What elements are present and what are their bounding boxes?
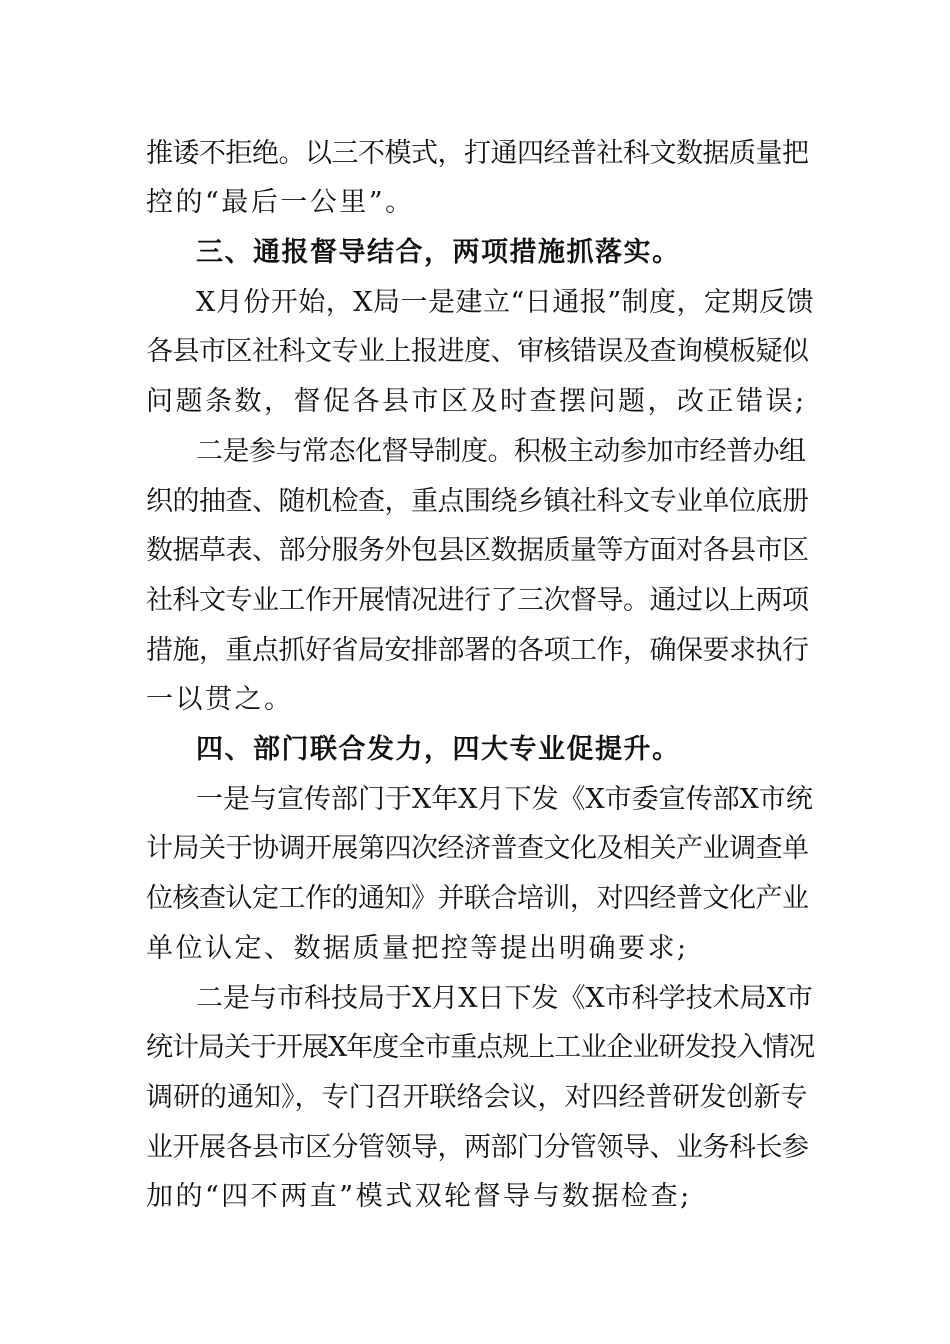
text-line: X月份开始，X局一是建立“日通报”制度，定期反馈 <box>196 287 815 318</box>
text-line: 问题条数，督促各县市区及时查摆问题，改正错误; <box>146 386 807 417</box>
text-line: 位核查认定工作的通知》并联合培训，对四经普文化产业 <box>146 883 809 914</box>
text-line: 调研的通知》，专门召开联络会议，对四经普研发创新专 <box>146 1082 808 1113</box>
text-line: 业开展各县市区分管领导，两部门分管领导、业务科长参 <box>146 1132 809 1163</box>
text-line: 织的抽查、随机检查，重点围绕乡镇社科文专业单位底册 <box>146 486 809 517</box>
section-heading: 四、部门联合发力，四大专业促提升。 <box>196 734 681 765</box>
text-line: 控的“最后一公里”。 <box>146 187 415 218</box>
text-line: 加的“四不两直”模式双轮督导与数据检查; <box>146 1181 692 1212</box>
section-heading: 三、通报督导结合，两项措施抓落实。 <box>196 237 681 268</box>
text-line: 数据草表、部分服务外包县区数据质量等方面对各县市区 <box>146 535 809 566</box>
text-line: 统计局关于开展X年度全市重点规上工业企业研发投入情况 <box>146 1032 815 1063</box>
text-line: 一是与宣传部门于X年X月下发《X市委宣传部X市统 <box>196 784 813 815</box>
text-line: 社科文专业工作开展情况进行了三次督导。通过以上两项 <box>146 585 809 616</box>
text-line: 二是与市科技局于X月X日下发《X市科学技术局X市 <box>196 983 813 1014</box>
text-line: 二是参与常态化督导制度。积极主动参加市经普办组 <box>196 436 806 467</box>
text-line: 各县市区社科文专业上报进度、审核错误及查询模板疑似 <box>146 336 809 367</box>
text-line: 推诿不拒绝。以三不模式，打通四经普社科文数据质量把 <box>146 138 809 169</box>
text-line: 措施，重点抓好省局安排部署的各项工作，确保要求执行 <box>146 635 809 666</box>
text-line: 计局关于协调开展第四次经济普查文化及相关产业调查单 <box>146 833 809 864</box>
text-line: 单位认定、数据质量把控等提出明确要求; <box>146 933 689 964</box>
text-line: 一以贯之。 <box>146 684 294 715</box>
